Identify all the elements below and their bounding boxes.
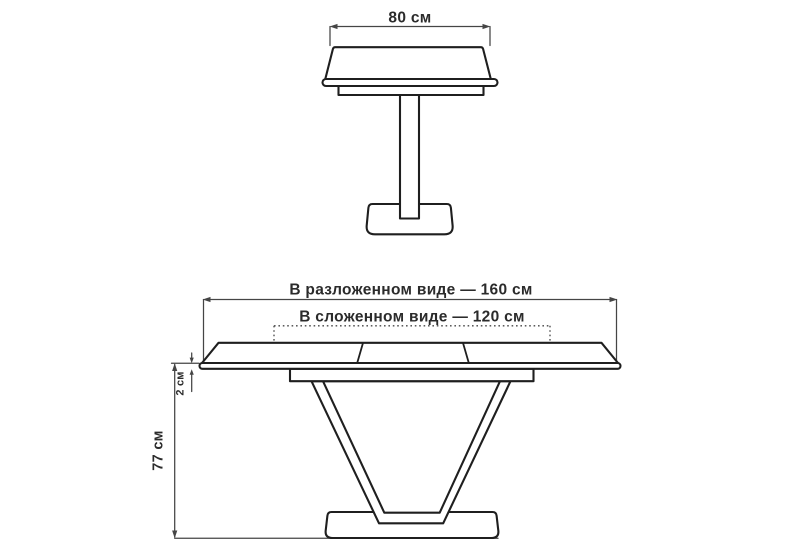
dimension-80cm	[330, 10, 491, 46]
dimension-120cm	[274, 309, 550, 342]
dimension-label-77cm: 77 см	[150, 430, 167, 471]
dimension-label-2cm: 2 см	[174, 371, 187, 396]
tabletop-edge-front	[200, 363, 621, 369]
tabletop-front	[202, 343, 618, 363]
dimension-arrow-down	[190, 358, 194, 364]
pedestal-column	[400, 95, 419, 219]
dimension-arrow-top	[172, 363, 177, 371]
dimension-arrow-up	[190, 369, 194, 375]
apron-front	[290, 369, 534, 381]
dimension-arrow-bottom	[172, 531, 177, 539]
dimension-label-120cm: В сложенном виде — 120 см	[299, 308, 525, 326]
dimension-arrow-right	[483, 24, 491, 29]
apron-end	[339, 86, 484, 95]
table-front-view	[151, 282, 621, 539]
dimension-2cm	[175, 353, 194, 396]
dimension-label-80cm: 80 см	[388, 9, 432, 27]
dimension-arrow-left	[330, 24, 338, 29]
tabletop-end	[325, 47, 491, 79]
table-end-view	[323, 10, 498, 235]
v-leg-panel-outer	[312, 381, 511, 523]
dimension-label-160cm: В разложенном виде — 160 см	[289, 281, 533, 299]
